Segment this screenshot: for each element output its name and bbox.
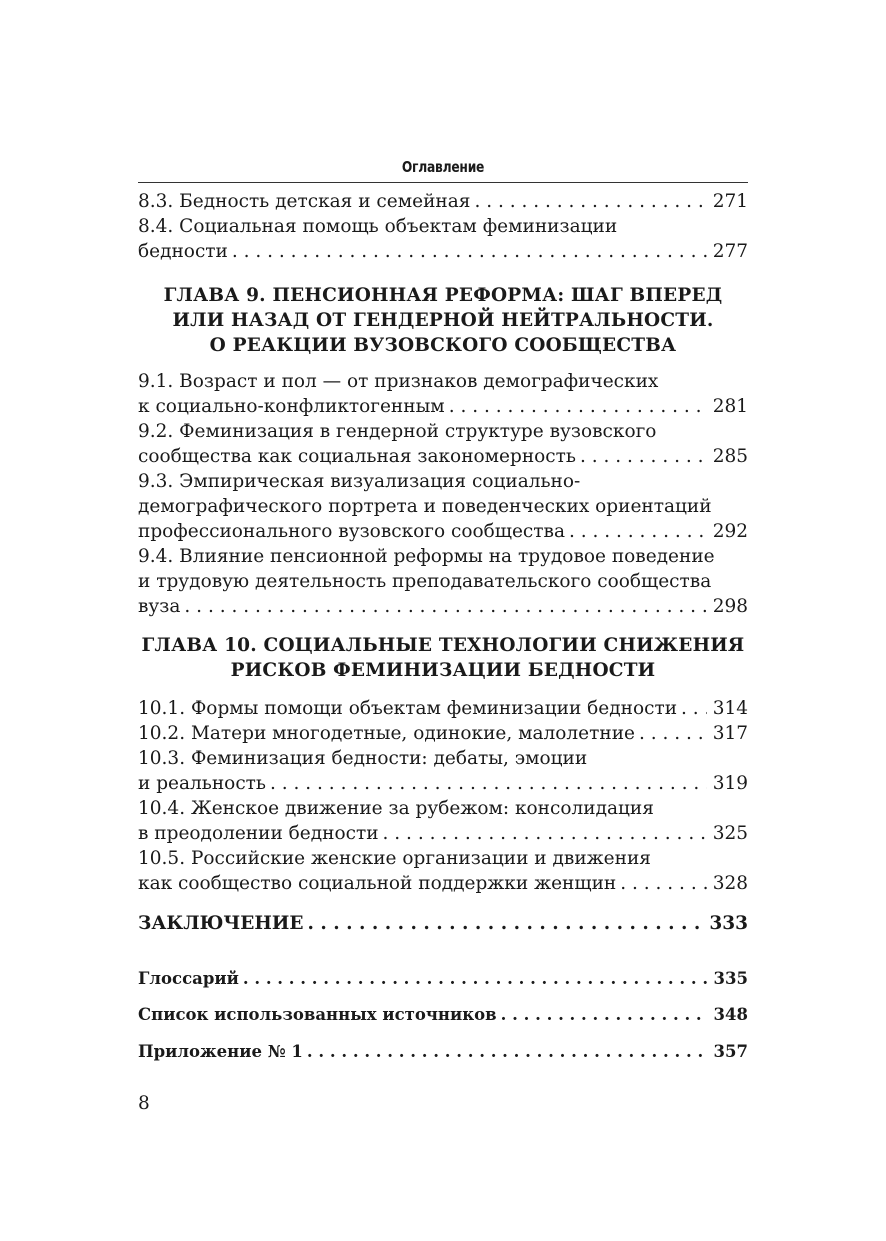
toc-section-10 [138, 696, 748, 896]
entry-text: 8.4. Социальная помощь объектам феминизации [138, 216, 618, 237]
entry-text: 9.2. Феминизация в гендерной структуре вузовского [138, 421, 657, 442]
leader-dots [470, 189, 706, 214]
chapter-title-line: О РЕАКЦИИ ВУЗОВСКОГО СООБЩЕСТВА [209, 335, 677, 356]
toc-entry-10-5[interactable] [138, 871, 748, 896]
toc-entry-sources[interactable] [138, 1002, 748, 1027]
toc-entry-10-4-line1[interactable] [138, 796, 748, 821]
toc-entry-9-1-line1[interactable] [138, 369, 748, 394]
leader-dots [303, 911, 703, 936]
toc-entry-appendix-1[interactable] [138, 1039, 748, 1064]
entry-text: профессионального вузовского сообщества [138, 521, 565, 542]
page-number: 317 [712, 723, 748, 744]
toc-entry-9-3-line1[interactable] [138, 469, 748, 494]
toc-entry-8-4-line1[interactable] [138, 214, 748, 239]
toc-back-matter [138, 966, 748, 991]
entry-text: 10.5. Российские женские организации и движения [138, 848, 651, 869]
toc-back-matter-2 [138, 1002, 748, 1027]
leader-dots [445, 394, 707, 419]
entry-text: 10.2. Матери многодетные, одинокие, малолетние [138, 723, 635, 744]
leader-dots [635, 721, 707, 746]
toc-entry-10-4[interactable] [138, 821, 748, 846]
page-number: 333 [709, 913, 748, 934]
leader-dots [228, 239, 707, 264]
page-number: 357 [713, 1042, 748, 1061]
toc-entry-9-3-line2[interactable] [138, 494, 748, 519]
page-folio: 8 [138, 1093, 150, 1114]
entry-text: 10.4. Женское движение за рубежом: консолидация [138, 798, 654, 819]
toc-entry-10-3[interactable] [138, 771, 748, 796]
entry-text: как сообщество социальной поддержки женщин [138, 873, 617, 894]
page-number: 298 [712, 596, 748, 617]
page-number: 314 [712, 698, 748, 719]
entry-text: 9.4. Влияние пенсионной реформы на трудовое поведение [138, 546, 715, 567]
page-number: 319 [712, 773, 748, 794]
toc-section-8 [138, 189, 748, 264]
chapter-9-heading[interactable] [138, 283, 748, 358]
entry-text: 10.3. Феминизация бедности: дебаты, эмоции [138, 748, 588, 769]
leader-dots [576, 444, 707, 469]
leader-dots [303, 1039, 708, 1064]
leader-dots [266, 771, 707, 796]
page-number: 325 [712, 823, 748, 844]
entry-text: в преодолении бедности [138, 823, 379, 844]
toc-entry-10-1[interactable] [138, 696, 748, 721]
chapter-title-line: ГЛАВА 9. ПЕНСИОННАЯ РЕФОРМА: ШАГ ВПЕРЕД [163, 285, 723, 306]
toc-entry-9-4-line2[interactable] [138, 569, 748, 594]
chapter-title-line: ГЛАВА 10. СОЦИАЛЬНЫЕ ТЕХНОЛОГИИ СНИЖЕНИЯ [141, 635, 745, 656]
toc-entry-9-4[interactable] [138, 594, 748, 619]
page-number: 281 [712, 396, 748, 417]
leader-dots [616, 871, 706, 896]
toc-entry-glossary[interactable] [138, 966, 748, 991]
entry-text: 10.1. Формы помощи объектам феминизации бедности [138, 698, 678, 719]
page-number: 335 [713, 969, 748, 988]
page-number: 271 [712, 191, 748, 212]
toc-entry-9-2-line1[interactable] [138, 419, 748, 444]
toc-entry-10-3-line1[interactable] [138, 746, 748, 771]
running-head: Оглавление [401, 158, 485, 176]
toc-entry-10-2[interactable] [138, 721, 748, 746]
leader-dots [677, 696, 707, 721]
chapter-title-line: ИЛИ НАЗАД ОТ ГЕНДЕРНОЙ НЕЙТРАЛЬНОСТИ. [172, 310, 714, 331]
entry-text: 9.1. Возраст и пол — от признаков демографических [138, 371, 659, 392]
leader-dots [180, 594, 706, 619]
entry-text: Глоссарий [138, 969, 239, 988]
leader-dots [379, 821, 707, 846]
entry-text: и реальность [138, 773, 266, 794]
page-number: 328 [712, 873, 748, 894]
entry-text: Приложение № 1 [138, 1042, 303, 1061]
entry-text: 8.3. Бедность детская и семейная [138, 191, 471, 212]
page-number: 292 [712, 521, 748, 542]
page-number: 348 [713, 1005, 748, 1024]
toc-entry-8-4[interactable] [138, 239, 748, 264]
leader-dots [565, 519, 707, 544]
toc-entry-9-4-line1[interactable] [138, 544, 748, 569]
entry-text: и трудовую деятельность преподавательского сообщества [138, 571, 712, 592]
toc-back-matter-3 [138, 1039, 748, 1064]
chapter-10-heading[interactable] [138, 633, 748, 683]
toc-entry-conclusion[interactable] [138, 911, 748, 936]
entry-text: сообщества как социальная закономерность [138, 446, 576, 467]
toc-section-9 [138, 369, 748, 619]
toc-entry-10-5-line1[interactable] [138, 846, 748, 871]
entry-text: бедности [138, 241, 228, 262]
leader-dots [239, 966, 708, 991]
entry-text: вуза [138, 596, 181, 617]
toc-entry-8-3[interactable] [138, 189, 748, 214]
entry-text: Список использованных источников [138, 1005, 497, 1024]
toc-conclusion [138, 911, 748, 936]
toc-entry-9-1[interactable] [138, 394, 748, 419]
chapter-title-line: РИСКОВ ФЕМИНИЗАЦИИ БЕДНОСТИ [230, 660, 656, 681]
page-number: 277 [712, 241, 748, 262]
leader-dots [497, 1002, 708, 1027]
toc-entry-9-3[interactable] [138, 519, 748, 544]
entry-text: 9.3. Эмпирическая визуализация социально- [138, 471, 581, 492]
page-number: 285 [712, 446, 748, 467]
toc-entry-9-2[interactable] [138, 444, 748, 469]
entry-text: к социально-конфликтогенным [138, 396, 445, 417]
entry-text: ЗАКЛЮЧЕНИЕ [138, 913, 304, 934]
entry-text: демографического портрета и поведенческих ориентаций [138, 496, 712, 517]
header-rule [138, 182, 748, 183]
